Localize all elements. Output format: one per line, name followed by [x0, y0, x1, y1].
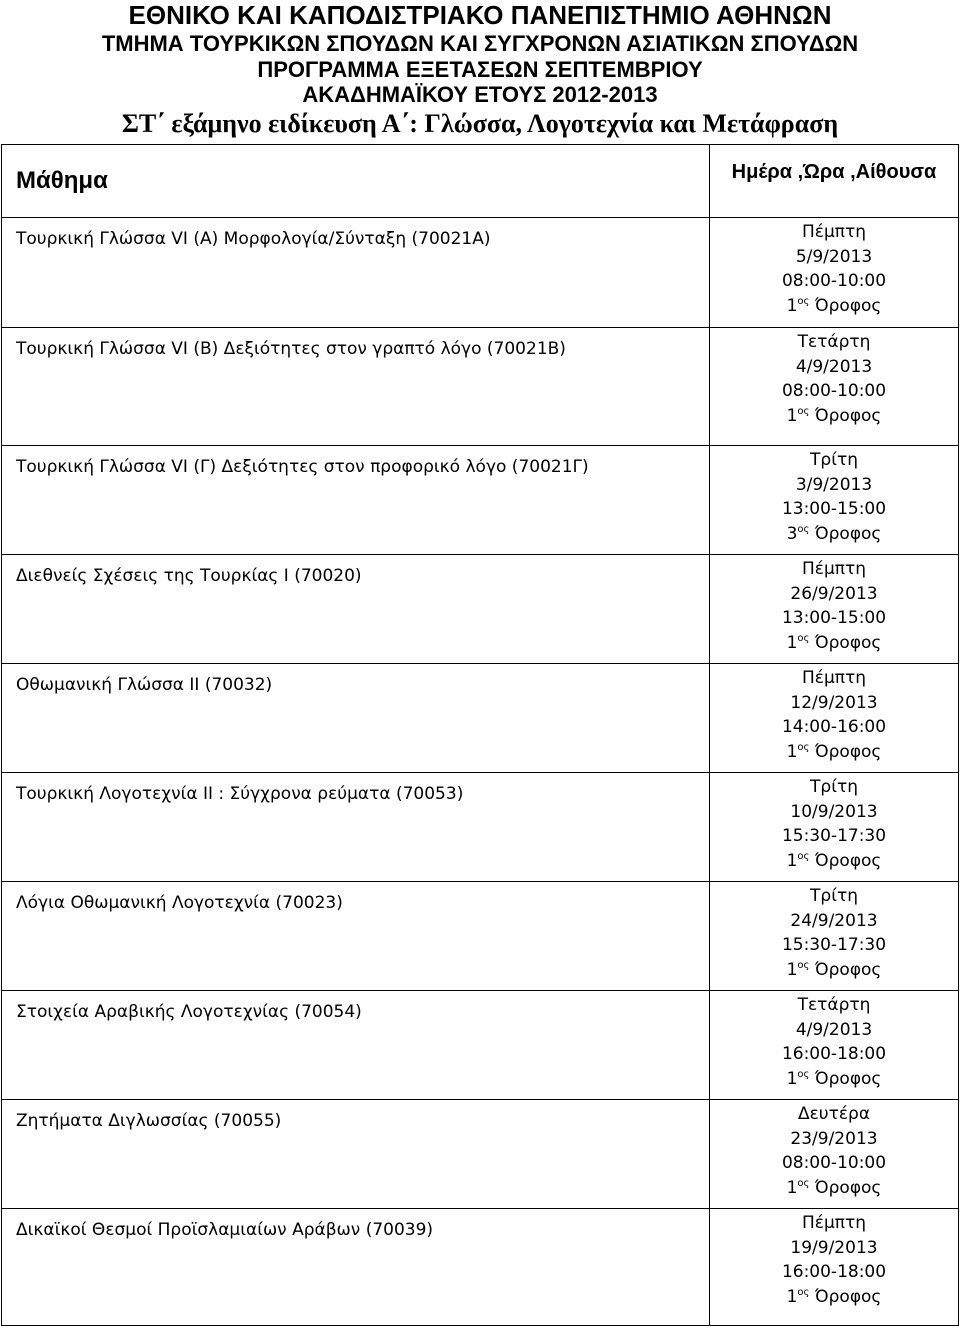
- course-name: Τουρκική Γλώσσα VI (Γ) Δεξιότητες στον προφορικό λόγο (70021Γ): [2, 446, 710, 555]
- floor-number: 1: [786, 850, 798, 871]
- floor-ordinal-suffix: ος: [797, 632, 810, 644]
- floor-number: 1: [786, 632, 798, 653]
- university-title: ΕΘΝΙΚΟ ΚΑΙ ΚΑΠΟΔΙΣΤΡΙΑΚΟ ΠΑΝΕΠΙΣΤΗΜΙΟ ΑΘΗΝΩΝ: [128, 0, 832, 30]
- floor-word: Όροφος: [814, 523, 882, 544]
- exam-day: Δευτέρα: [797, 1104, 871, 1124]
- exam-room: [710, 631, 958, 656]
- exam-time: 08:00-10:00: [781, 271, 887, 291]
- floor-ordinal-suffix: ος: [797, 959, 810, 971]
- when-column-header: Ημέρα ,Ώρα ,Αίθουσα: [710, 145, 959, 218]
- exam-date: 23/9/2013: [790, 1128, 878, 1149]
- exam-room: [710, 740, 958, 765]
- floor-word: Όροφος: [814, 1286, 882, 1307]
- floor-ordinal-suffix: ος: [797, 295, 810, 307]
- exam-slot: [710, 555, 959, 664]
- exam-time: 15:30-17:30: [781, 826, 887, 846]
- exam-slot: [710, 1209, 959, 1326]
- table-row: [2, 1100, 959, 1209]
- floor-word: Όροφος: [814, 1177, 882, 1198]
- exam-day: Πέμπτη: [801, 559, 867, 579]
- course-name: Τουρκική Λογοτεχνία ΙΙ : Σύγχρονα ρεύματα (70053): [2, 773, 710, 882]
- exam-date: 10/9/2013: [790, 801, 878, 822]
- exam-time: 08:00-10:00: [781, 381, 887, 401]
- exam-room: [710, 1285, 958, 1310]
- floor-word: Όροφος: [814, 295, 882, 316]
- table-row: [2, 882, 959, 991]
- course-name: Οθωμανική Γλώσσα ΙΙ (70032): [2, 664, 710, 773]
- exam-slot: [710, 446, 959, 555]
- exam-slot: [710, 882, 959, 991]
- table-row: [2, 446, 959, 555]
- exam-room: [710, 1176, 958, 1201]
- semester-title: ΣΤ΄ εξάμηνο ειδίκευση Α΄: Γλώσσα, Λογοτεχνία και Μετάφραση: [121, 109, 839, 138]
- exam-slot: [710, 664, 959, 773]
- exam-day: Τρίτη: [810, 777, 858, 797]
- exam-room: [710, 404, 958, 429]
- exam-day: Τρίτη: [810, 450, 858, 470]
- table-row: [2, 991, 959, 1100]
- floor-ordinal-suffix: ος: [797, 405, 810, 417]
- program-title: ΠΡΟΓΡΑΜΜΑ ΕΞΕΤΑΣΕΩΝ ΣΕΠΤΕΜΒΡΙΟΥ: [257, 57, 703, 82]
- exam-day: Τρίτη: [810, 886, 858, 906]
- floor-word: Όροφος: [814, 1068, 882, 1089]
- exam-slot: [710, 328, 959, 446]
- table-body: [2, 218, 959, 1326]
- table-row: [2, 664, 959, 773]
- exam-date: 4/9/2013: [795, 1019, 873, 1040]
- floor-number: 1: [786, 741, 798, 762]
- floor-ordinal-suffix: ος: [797, 1177, 810, 1189]
- course-name: Τουρκική Γλώσσα VI (B) Δεξιότητες στον γραπτό λόγο (70021B): [2, 328, 710, 446]
- exam-slot: [710, 991, 959, 1100]
- course-name: Λόγια Οθωμανική Λογοτεχνία (70023): [2, 882, 710, 991]
- floor-word: Όροφος: [814, 405, 882, 426]
- exam-room: [710, 849, 958, 874]
- table-row: [2, 555, 959, 664]
- floor-ordinal-suffix: ος: [797, 523, 810, 535]
- floor-word: Όροφος: [814, 959, 882, 980]
- department-title: ΤΜΗΜΑ ΤΟΥΡΚΙΚΩΝ ΣΠΟΥΔΩΝ ΚΑΙ ΣΥΓΧΡΟΝΩΝ ΑΣΙΑΤΙΚΩΝ ΣΠΟΥΔΩΝ: [101, 31, 859, 56]
- floor-number: 1: [786, 959, 798, 980]
- academic-year-title: ΑΚΑΔΗΜΑΪΚΟΥ ΕΤΟΥΣ 2012-2013: [302, 82, 658, 107]
- exam-date: 26/9/2013: [790, 583, 878, 604]
- course-name: Ζητήματα Διγλωσσίας (70055): [2, 1100, 710, 1209]
- exam-room: [710, 958, 958, 983]
- floor-number: 3: [786, 523, 798, 544]
- floor-ordinal-suffix: ος: [797, 1286, 810, 1298]
- floor-number: 1: [786, 405, 798, 426]
- table-row: [2, 1209, 959, 1326]
- exam-date: 19/9/2013: [790, 1237, 878, 1258]
- exam-day: Πέμπτη: [801, 1213, 867, 1233]
- floor-number: 1: [786, 1177, 798, 1198]
- floor-number: 1: [786, 1068, 798, 1089]
- exam-room: [710, 294, 958, 319]
- exam-slot: [710, 1100, 959, 1209]
- exam-time: 16:00-18:00: [781, 1044, 887, 1064]
- exam-date: 5/9/2013: [795, 246, 873, 267]
- course-column-header: Μάθημα: [2, 145, 710, 218]
- exam-date: 3/9/2013: [795, 474, 873, 495]
- exam-date: 4/9/2013: [795, 356, 873, 377]
- floor-word: Όροφος: [814, 632, 882, 653]
- exam-room: [710, 522, 958, 547]
- exam-time: 13:00-15:00: [781, 499, 887, 519]
- exam-time: 08:00-10:00: [781, 1153, 887, 1173]
- exam-time: 14:00-16:00: [781, 717, 887, 737]
- exam-day: Πέμπτη: [801, 668, 867, 688]
- exam-day: Τετάρτη: [797, 332, 871, 352]
- floor-word: Όροφος: [814, 741, 882, 762]
- exam-day: Τετάρτη: [797, 995, 871, 1015]
- exam-slot: [710, 773, 959, 882]
- floor-number: 1: [786, 295, 798, 316]
- exam-schedule-table: [1, 144, 959, 1326]
- exam-room: [710, 1067, 958, 1092]
- exam-time: 16:00-18:00: [781, 1262, 887, 1282]
- course-name: Δικαϊκοί Θεσμοί Προϊσλαμιαίων Αράβων (70039): [2, 1209, 710, 1326]
- table-row: [2, 773, 959, 882]
- floor-ordinal-suffix: ος: [797, 1068, 810, 1080]
- table-row: [2, 328, 959, 446]
- floor-word: Όροφος: [814, 850, 882, 871]
- course-name: Στοιχεία Αραβικής Λογοτεχνίας (70054): [2, 991, 710, 1100]
- course-name: Τουρκική Γλώσσα VI (A) Μορφολογία/Σύνταξη (70021A): [2, 218, 710, 328]
- floor-ordinal-suffix: ος: [797, 850, 810, 862]
- floor-ordinal-suffix: ος: [797, 741, 810, 753]
- floor-number: 1: [786, 1286, 798, 1307]
- exam-time: 13:00-15:00: [781, 608, 887, 628]
- table-row: [2, 218, 959, 328]
- exam-date: 12/9/2013: [790, 692, 878, 713]
- exam-date: 24/9/2013: [790, 910, 878, 931]
- exam-time: 15:30-17:30: [781, 935, 887, 955]
- course-name: Διεθνείς Σχέσεις της Τουρκίας Ι (70020): [2, 555, 710, 664]
- table-header-row: [2, 145, 959, 218]
- exam-day: Πέμπτη: [801, 222, 867, 242]
- exam-slot: [710, 218, 959, 328]
